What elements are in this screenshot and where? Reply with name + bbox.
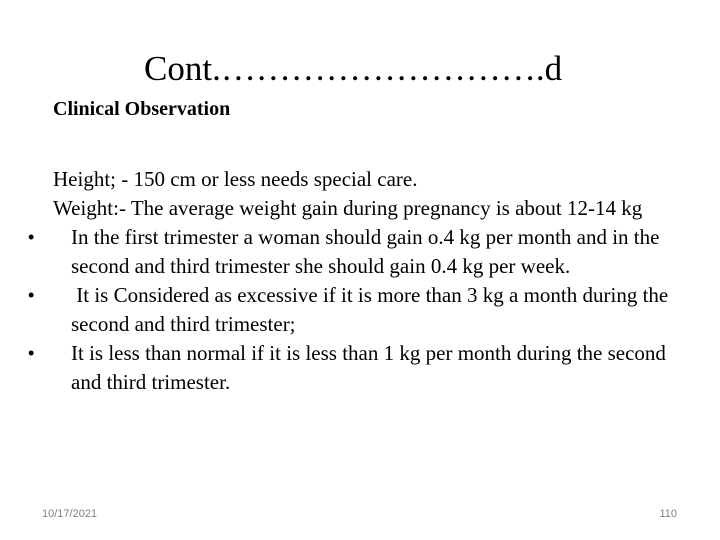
bullet-icon: • <box>28 285 35 305</box>
weight-paragraph: Weight:- The average weight gain during pregnancy is about 12-14 kg <box>53 196 643 220</box>
observation-bullet-list <box>28 223 674 397</box>
bullet-icon: • <box>28 343 35 363</box>
footer-page-number: 110 <box>659 508 677 520</box>
bullet-item-first-trimester <box>28 223 673 281</box>
slide-subtitle: Clinical Observation <box>53 98 231 120</box>
bullet-item-excessive <box>28 281 674 339</box>
bullet-item-less-than-normal <box>28 339 673 397</box>
slide-title: Cont.……………………….d <box>144 49 563 88</box>
bullet-text: It is Considered as excessive if it is more than 3 kg a month during the second and third trimester; <box>71 283 674 336</box>
bullet-text: In the first trimester a woman should gain o.4 kg per month and in the second and third trimester she should gain 0.4 kg per week. <box>71 225 660 278</box>
bullet-text: It is less than normal if it is less than 1 kg per month during the second and third trimester. <box>71 341 666 394</box>
height-paragraph: Height; - 150 cm or less needs special care. <box>53 167 418 191</box>
bullet-icon: • <box>28 227 35 247</box>
footer-date: 10/17/2021 <box>42 508 98 520</box>
slide-body <box>28 165 674 397</box>
